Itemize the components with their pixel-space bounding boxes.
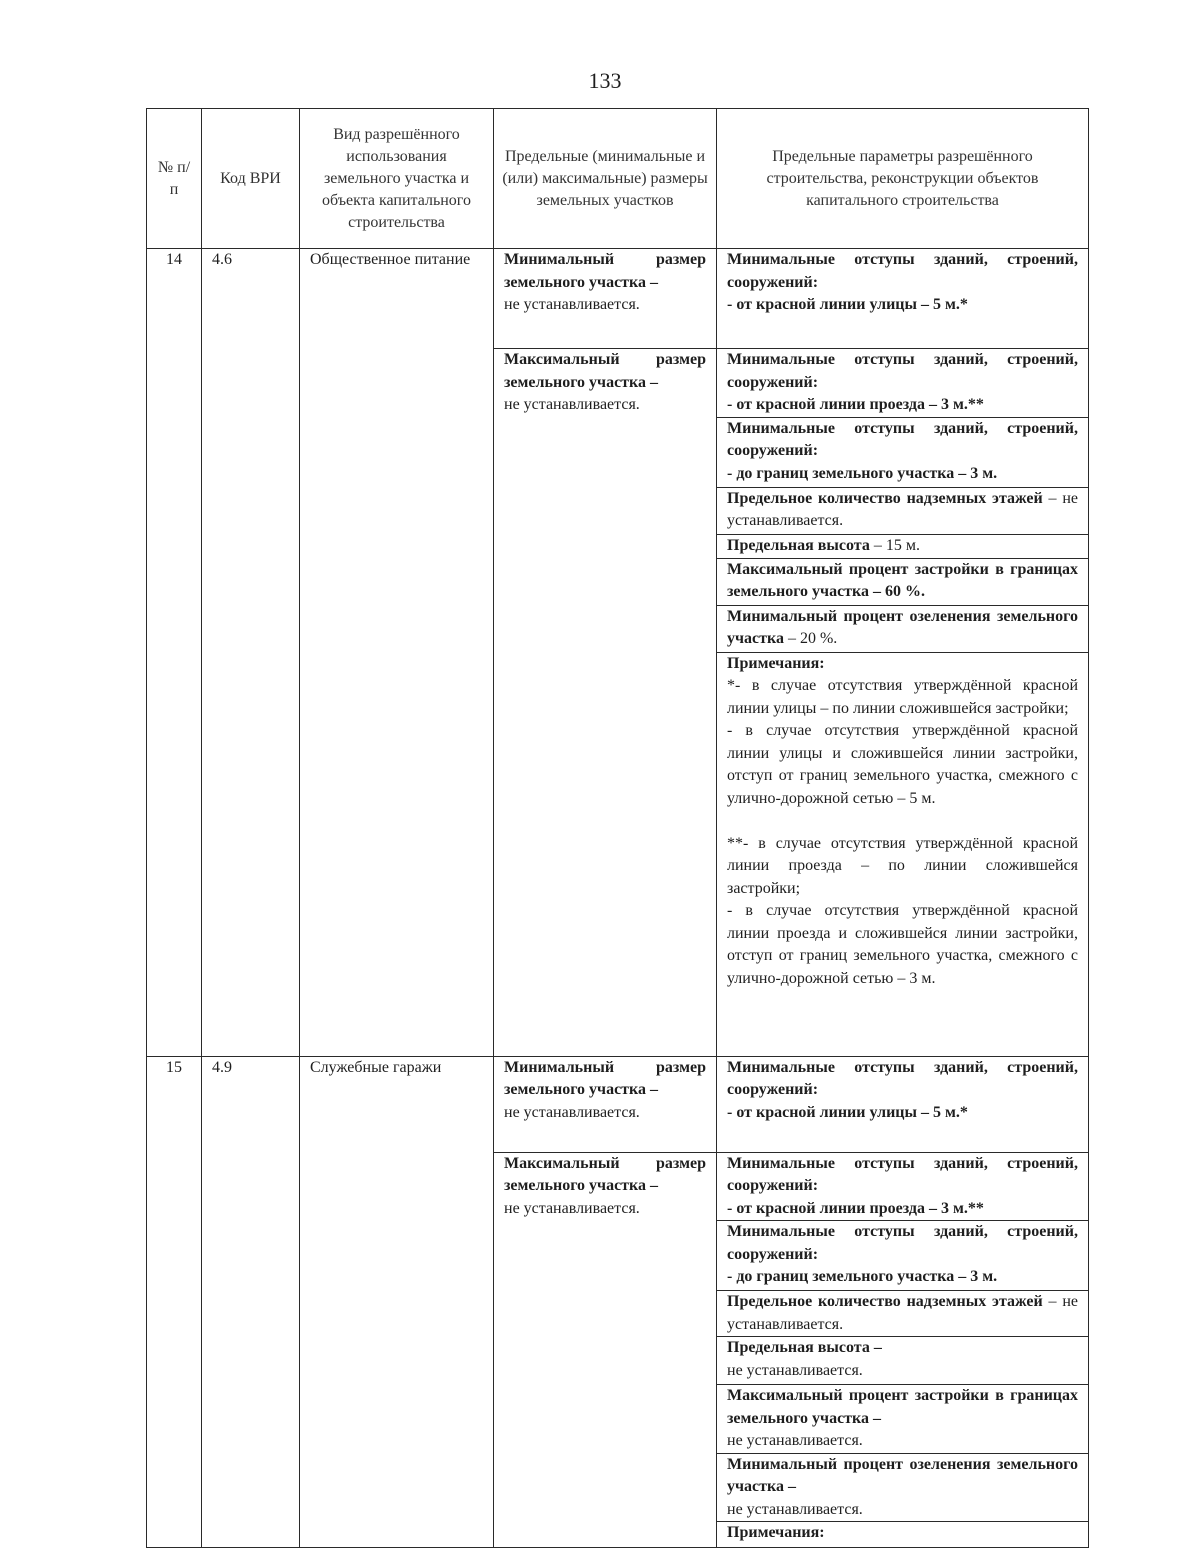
param-title: Минимальный процент озеленения земельного участка –: [727, 1455, 1078, 1495]
page-number: 133: [588, 68, 622, 93]
param-value: - от красной линии улицы – 5 м.*: [727, 296, 968, 313]
row-num: 15: [147, 1056, 202, 1548]
param-value: - до границ земельного участка – 3 м.: [727, 464, 998, 482]
param-cell: [717, 417, 1089, 487]
param-value: - от красной линии улицы – 5 м.*: [727, 1103, 968, 1121]
param-title: Минимальный процент озеленения земельного участка: [727, 607, 1078, 647]
param-value: не устанавливается.: [727, 1432, 863, 1449]
param-value: не устанавливается.: [727, 1361, 863, 1379]
param-value: - до границ земельного участка – 3 м.: [727, 1268, 998, 1285]
param-title: Минимальные отступы зданий, строений, сооружений:: [727, 1223, 1078, 1263]
table-row: [147, 1056, 1089, 1152]
max-size-title: Максимальный размер земельного участка –: [504, 351, 706, 391]
param-value: – не устанавливается.: [727, 489, 1078, 529]
row-code: 4.6: [202, 249, 300, 1057]
max-size-cell: [494, 349, 717, 1057]
min-size-title: Минимальный размер земельного участка –: [504, 1058, 706, 1098]
header-num: № п/п: [147, 109, 202, 249]
row-code: 4.9: [202, 1056, 300, 1548]
param-title: Предельное количество надземных этажей: [727, 489, 1043, 507]
param-value: – 15 м.: [869, 536, 920, 554]
header-code: Код ВРИ: [202, 109, 300, 249]
param-title: Минимальные отступы зданий, строений, сооружений:: [727, 1154, 1078, 1194]
param-title: Минимальные отступы зданий, строений, сооружений:: [727, 419, 1078, 459]
param-cell: [717, 349, 1089, 418]
param-cell: [717, 1337, 1089, 1385]
min-size-value: не устанавливается.: [504, 1103, 640, 1121]
note-text: **- в случае отсутствия утверждённой красной линии проезда – по линии сложившейся застройки;: [727, 834, 1078, 897]
param-value: – не устанавливается.: [727, 1293, 1078, 1333]
param-title: Минимальные отступы зданий, строений, сооружений:: [727, 251, 1078, 291]
param-value: не устанавливается.: [727, 1500, 863, 1518]
param-cell: [717, 1221, 1089, 1291]
param-value: – 60 %.: [869, 583, 926, 600]
min-size-cell: [494, 249, 717, 349]
regulations-table: [146, 108, 1089, 1548]
param-cell: [717, 534, 1089, 558]
max-size-title: Максимальный размер земельного участка –: [504, 1154, 706, 1194]
min-size-title: Минимальный размер земельного участка –: [504, 251, 706, 291]
row-kind: Служебные гаражи: [300, 1056, 494, 1548]
param-cell: [717, 1385, 1089, 1454]
max-size-cell: [494, 1152, 717, 1548]
param-title: Предельная высота: [727, 536, 870, 554]
param-cell: [717, 605, 1089, 652]
param-title: Максимальный процент застройки в границах земельного участка: [727, 560, 1078, 600]
param-cell: [717, 1056, 1089, 1152]
table-header-row: [147, 109, 1089, 249]
param-cell: [717, 1453, 1089, 1522]
note-text: - в случае отсутствия утверждённой красной линии улицы и сложившейся линии застройки, отступ от границ земельного участка, смежного с улично-дорожной сетью – 5 м.: [727, 722, 1078, 807]
table-row: [147, 249, 1089, 349]
row-kind: Общественное питание: [300, 249, 494, 1057]
param-value: – 20 %.: [783, 630, 838, 647]
notes-cell: [717, 1522, 1089, 1548]
min-size-cell: [494, 1056, 717, 1152]
param-cell: [717, 558, 1089, 605]
header-params: Предельные параметры разрешённого строительства, реконструкции объектов капитального строительства: [717, 109, 1089, 249]
notes-cell: [717, 652, 1089, 1056]
row-num: 14: [147, 249, 202, 1057]
header-sizes: Предельные (минимальные и (или) максимальные) размеры земельных участков: [494, 109, 717, 249]
param-cell: [717, 1152, 1089, 1221]
param-cell: [717, 487, 1089, 534]
param-title: Минимальные отступы зданий, строений, сооружений:: [727, 351, 1078, 391]
param-title: Предельная высота –: [727, 1339, 882, 1356]
notes-title: Примечания:: [727, 1524, 825, 1541]
notes-title: Примечания:: [727, 654, 825, 672]
param-cell: [717, 249, 1089, 349]
max-size-value: не устанавливается.: [504, 1199, 640, 1217]
param-title: Максимальный процент застройки в границах земельного участка –: [727, 1387, 1078, 1427]
param-value: - от красной линии проезда – 3 м.**: [727, 396, 984, 413]
param-value: - от красной линии проезда – 3 м.**: [727, 1199, 984, 1217]
min-size-value: не устанавливается.: [504, 296, 640, 313]
note-text: - в случае отсутствия утверждённой красной линии проезда и сложившейся линии застройки, отступ от границ земельного участка, смежного с улично-дорожной сетью – 3 м.: [727, 902, 1078, 987]
note-text: *- в случае отсутствия утверждённой красной линии улицы – по линии сложившейся застройки;: [727, 677, 1078, 717]
param-title: Предельное количество надземных этажей: [727, 1293, 1043, 1310]
param-title: Минимальные отступы зданий, строений, сооружений:: [727, 1058, 1078, 1098]
header-kind: Вид разрешённого использования земельного участка и объекта капитального строительства: [300, 109, 494, 249]
max-size-value: не устанавливается.: [504, 396, 640, 413]
param-cell: [717, 1291, 1089, 1337]
